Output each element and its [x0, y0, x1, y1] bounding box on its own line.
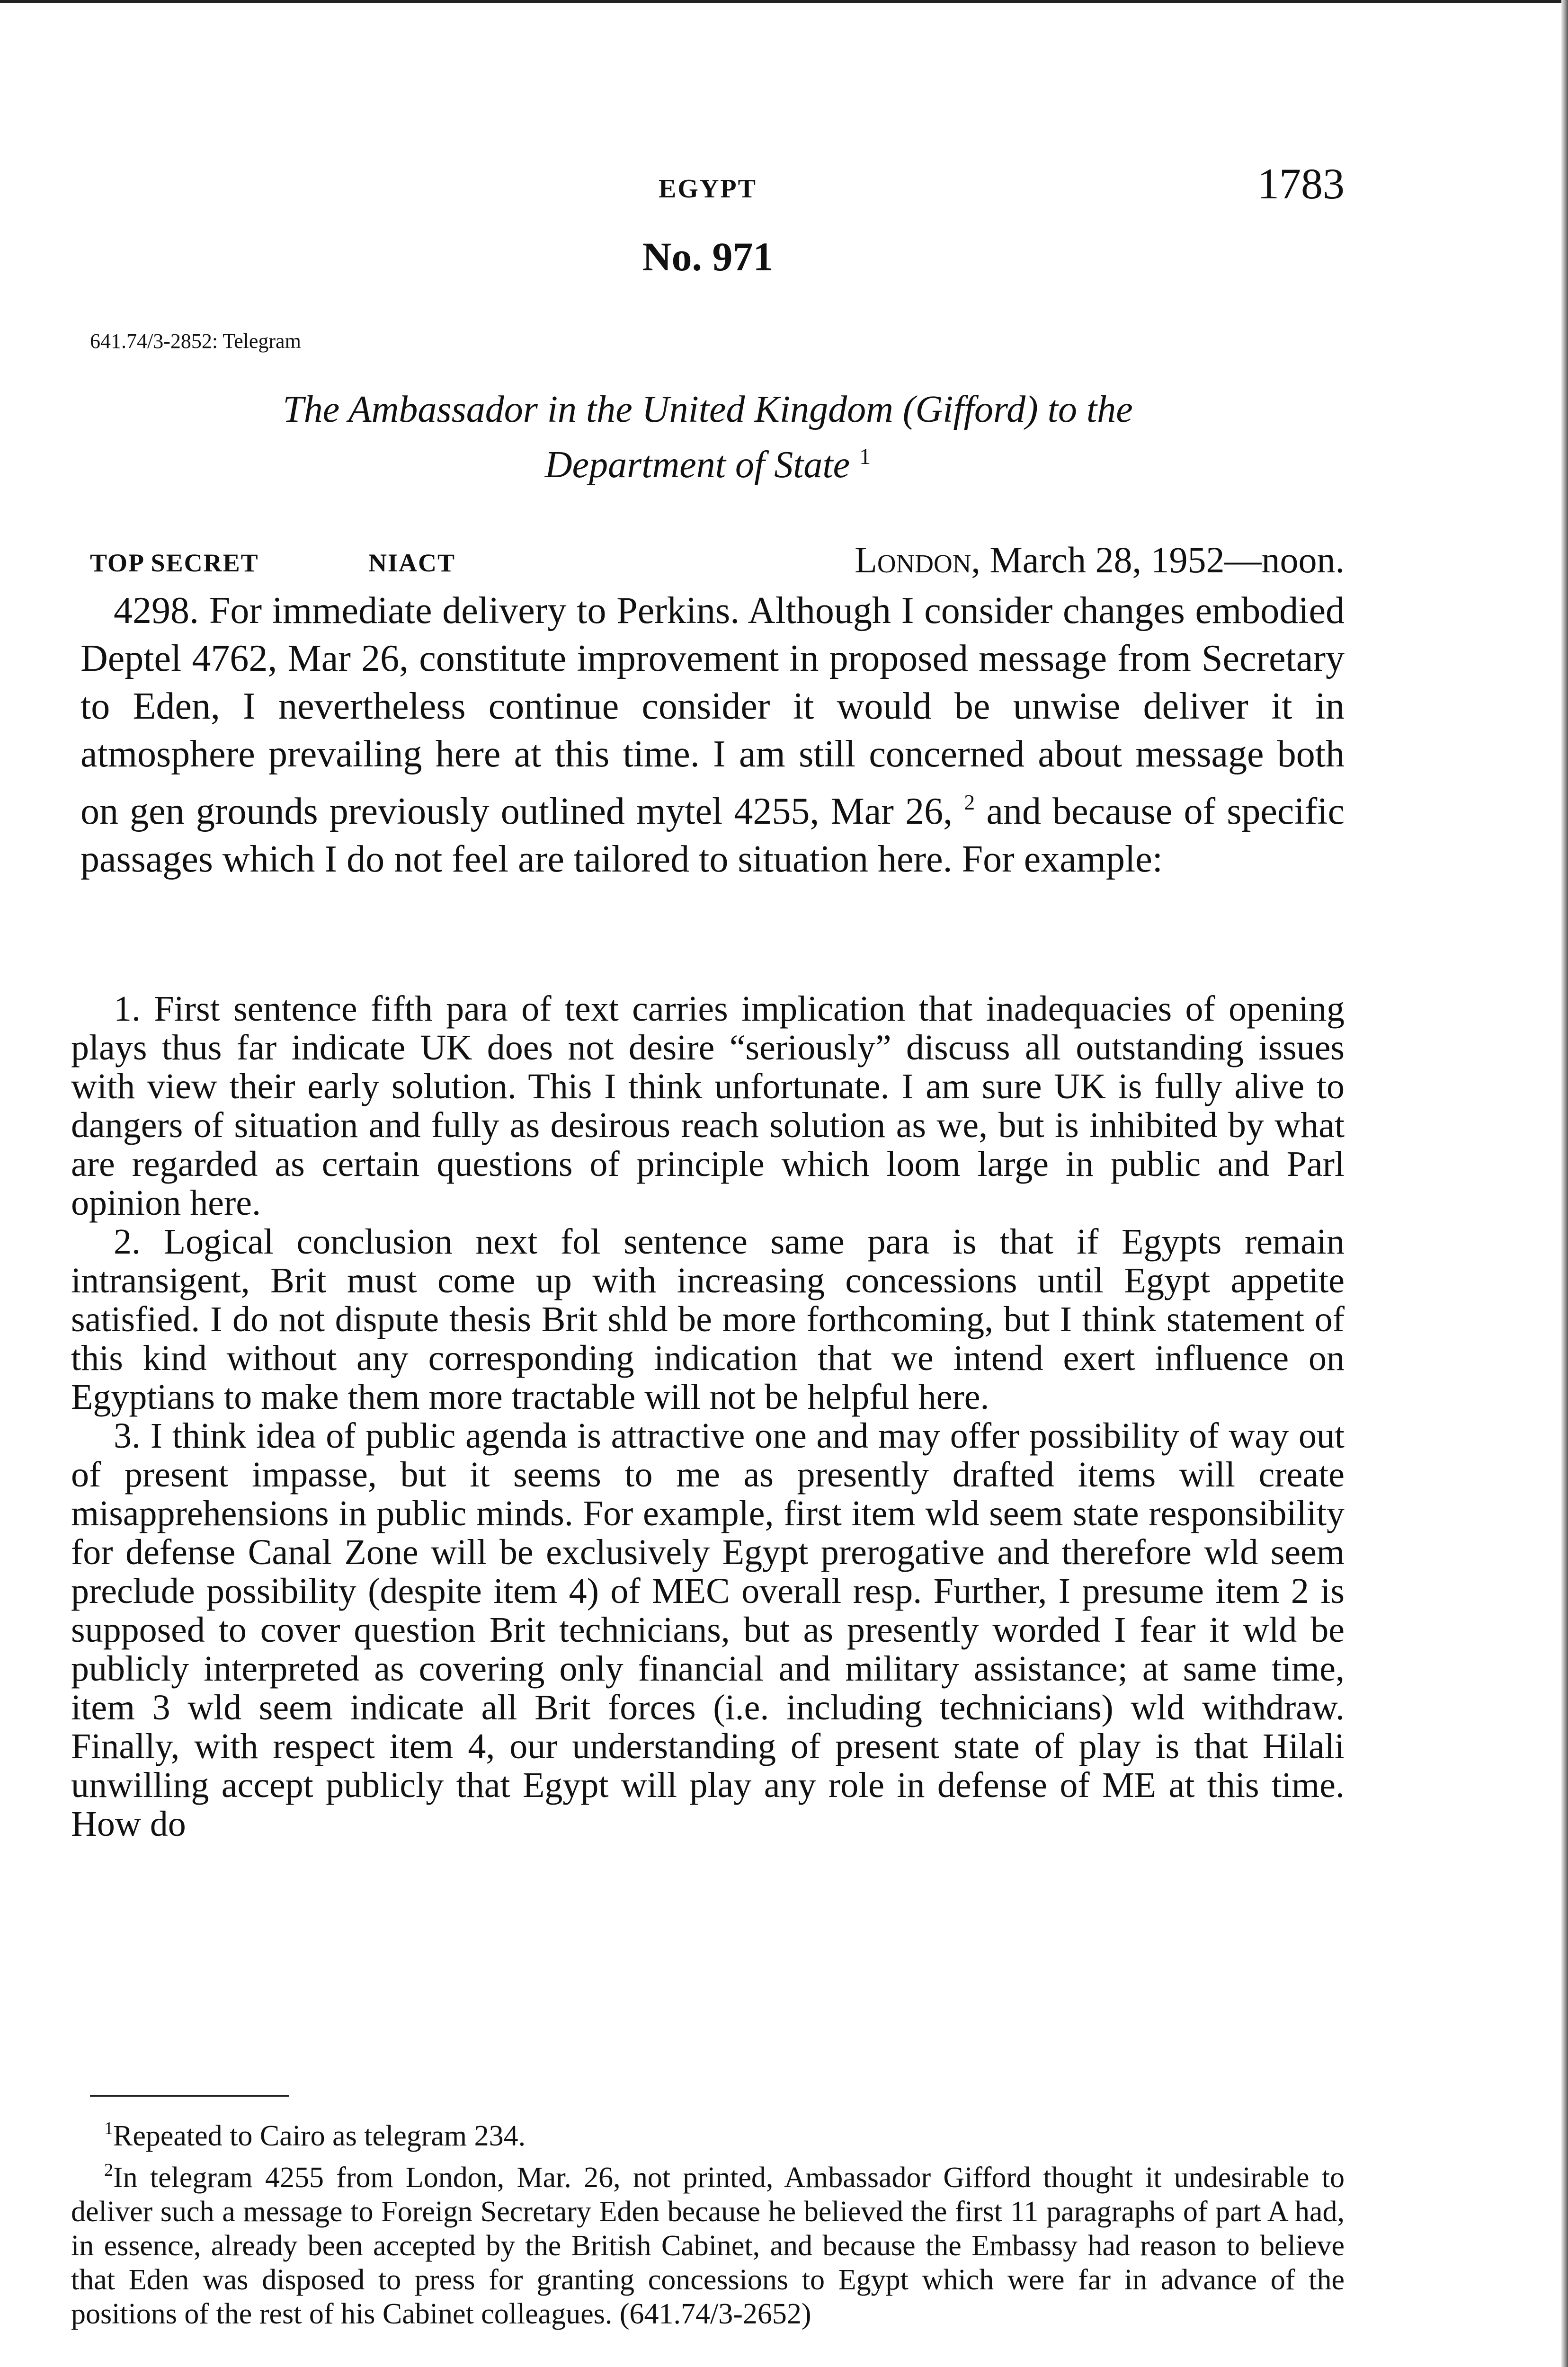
file-reference: 641.74/3-2852: Telegram [90, 329, 301, 353]
footnote-divider [90, 2095, 289, 2097]
document-title-line-2 [71, 433, 1345, 489]
page-binding-edge [1561, 0, 1568, 2367]
dateline [855, 539, 1345, 581]
footnote-mark: 2 [104, 2160, 113, 2180]
running-head-title: EGYPT [659, 174, 757, 204]
dateline-city: London [855, 539, 971, 580]
page-top-edge [0, 0, 1568, 3]
footnotes [71, 2111, 1345, 2331]
footnote-1 [71, 2111, 1345, 2153]
opening-paragraph [80, 587, 1345, 883]
document-title-line-2-text: Department of State [544, 444, 850, 486]
numbered-paragraphs [71, 989, 1345, 1843]
footnote-text: Repeated to Cairo as telegram 234. [113, 2120, 526, 2152]
classification-label: TOP SECRET [90, 549, 259, 577]
telegram-header [90, 539, 1345, 581]
running-head [71, 160, 1345, 215]
footnote-text: In telegram 4255 from London, Mar. 26, not printed, Ambassador Gifford thought it undesirable to deliver such a message to Foreign Secretary Eden because he believed the first 11 paragraphs of part A had, in essence, already been accepted by the British Cabinet, and because the Embassy had reason to believe that Eden was disposed to press for granting concessions to Egypt which were far in advance of the positions of the rest of his Cabinet colleagues. (641.74/3-2652) [71, 2162, 1345, 2330]
document-number: No. 971 [642, 234, 774, 279]
page-number: 1783 [1257, 160, 1345, 208]
precedence-label: NIACT [368, 549, 456, 577]
numbered-paragraph-3: 3. I think idea of public agenda is attractive one and may offer possibility of way out of present impasse, but it seems to me as presently drafted items will create misapprehensions in public minds. For example, first item wld seem state responsibility for defense Canal Zone will be exclusively Egypt prerogative and therefore wld seem preclude possibility (despite item 4) of MEC overall resp. Further, I presume item 2 is supposed to cover question Brit technicians, but as presently worded I fear it wld be publicly interpreted as covering only financial and military assistance; at same time, item 3 wld seem indicate all Brit forces (i.e. including technicians) wld withdraw. Finally, with respect item 4, our understanding of present state of play is that Hilali unwilling accept publicly that Egypt will play any role in defense of ME at this time. How do [71, 1416, 1345, 1844]
document-title-line-1: The Ambassador in the United Kingdom (Gifford) to the [283, 389, 1133, 430]
numbered-paragraph-2: 2. Logical conclusion next fol sentence same para is that if Egypts remain intransigent, Brit must come up with increasing concessions until Egypt appetite satisfied. I do not dispute thesis Brit shld be more forthcoming, but I think statement of this kind without any corresponding indication that we intend exert influence on Egyptians to make them more tractable will not be helpful here. [71, 1222, 1345, 1417]
footnote-2 [71, 2153, 1345, 2331]
opening-text-part-1: 4298. For immediate delivery to Perkins. Although I consider changes embodied Deptel 4762, Mar 26, constitute improvement in proposed message from Secretary to Eden, I nevertheless continue consider it would be unwise deliver it in atmosphere prevailing here at this time. I am still concerned about message both on gen grounds previously outlined mytel 4255, Mar 26, [80, 590, 1345, 832]
telegram-body [80, 587, 1345, 883]
numbered-paragraph-1: 1. First sentence fifth para of text carries implication that inadequacies of opening plays thus far indicate UK does not desire “seriously” discuss all outstanding issues with view their early solution. This I think unfortunate. I am sure UK is fully alive to dangers of situation and fully as desirous reach solution as we, but is inhibited by what are regarded as certain questions of principle which loom large in public and Parl opinion here. [71, 989, 1345, 1223]
dateline-date: , March 28, 1952—noon. [971, 539, 1345, 580]
opening-text-part-2: and because of specific passages which I do not feel are tailored to situation here. For example: [80, 791, 1345, 880]
footnote-mark: 1 [104, 2118, 113, 2138]
document-title [71, 386, 1345, 489]
footnote-reference: 1 [859, 444, 871, 469]
footnote-reference: 2 [964, 790, 975, 814]
